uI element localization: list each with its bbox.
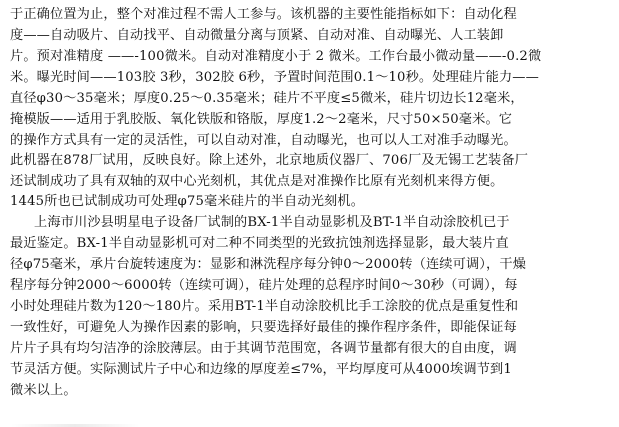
- text-line: 径φ75毫米，承片台旋转速度为：显影和淋洗程序每分钟0～2000转（连续可调），干燥: [10, 257, 527, 272]
- text-line: 节灵活方便。实际测试片子中心和边缘的厚度差≤7%，平均厚度可从4000埃调节到1: [10, 362, 512, 377]
- paragraph-start-line: 上海市川沙县明星电子设备厂试制的BX-1半自动显影机及BT-1半自动涂胶机已于: [34, 215, 510, 230]
- text-line: 米。曝光时间——103胶 3秒，302胶 6秒，予置时间范围0.1～10秒。处理硅片能力——: [10, 70, 539, 85]
- text-line: 还试制成功了具有双轴的双中心光刻机，其优点是对准操作比原有光刻机来得方便。: [10, 174, 504, 189]
- text-line: 程序每分钟2000～6000转（连续可调），硅片处理的总程序时间0～30秒（可调），每: [10, 278, 518, 293]
- text-line: 的操作方式具有一定的灵活性，可以自动对准，自动曝光，也可以人工对准手动曝光。: [10, 133, 517, 148]
- text-line: 此机器在878厂试用，反映良好。除上述外，北京地质仪器厂、706厂及无锡工艺装备厂: [10, 153, 529, 168]
- text-line: 直径φ30～35毫米；厚度0.25～0.35毫米；硅片不平度≤5微米，硅片切边长12毫米，: [10, 91, 524, 106]
- text-line: 最近鉴定。BX-1半自动显影机可对二种不同类型的光致抗蚀剂选择显影，最大装片直: [10, 236, 509, 251]
- text-line: 于正确位置为止，整个对准过程不需人工参与。该机器的主要性能指标如下：自动化程: [10, 7, 517, 22]
- text-line: 片。预对准精度 ——-100微米。自动对准精度小于 2 微米。工作台最小微动量——-0.2微: [10, 49, 542, 64]
- text-line: 掩模版——适用于乳胶版、氧化铁版和铬版，厚度1.2～2毫米，尺寸50×50毫米。它: [10, 112, 513, 127]
- text-line: 片片子具有均匀洁净的涂胶薄层。由于其调节范围宽，各调节量都有很大的自由度，调: [10, 341, 517, 356]
- text-line: 1445所也已试制成功可处理φ75毫米硅片的半自动光刻机。: [10, 194, 365, 209]
- text-line: 度——自动吸片、自动找平、自动微量分离与顶紧、自动对准、自动曝光、人工装卸: [10, 28, 504, 43]
- text-line: 小时处理硅片数为120～180片。采用BT-1半自动涂胶机比手工涂胶的优点是重复性和: [10, 299, 519, 314]
- text-line: 微米以上。: [10, 383, 77, 398]
- text-line: 一致性好，可避免人为操作因素的影响，只要选择好最佳的操作程序条件，即能保证每: [10, 320, 517, 335]
